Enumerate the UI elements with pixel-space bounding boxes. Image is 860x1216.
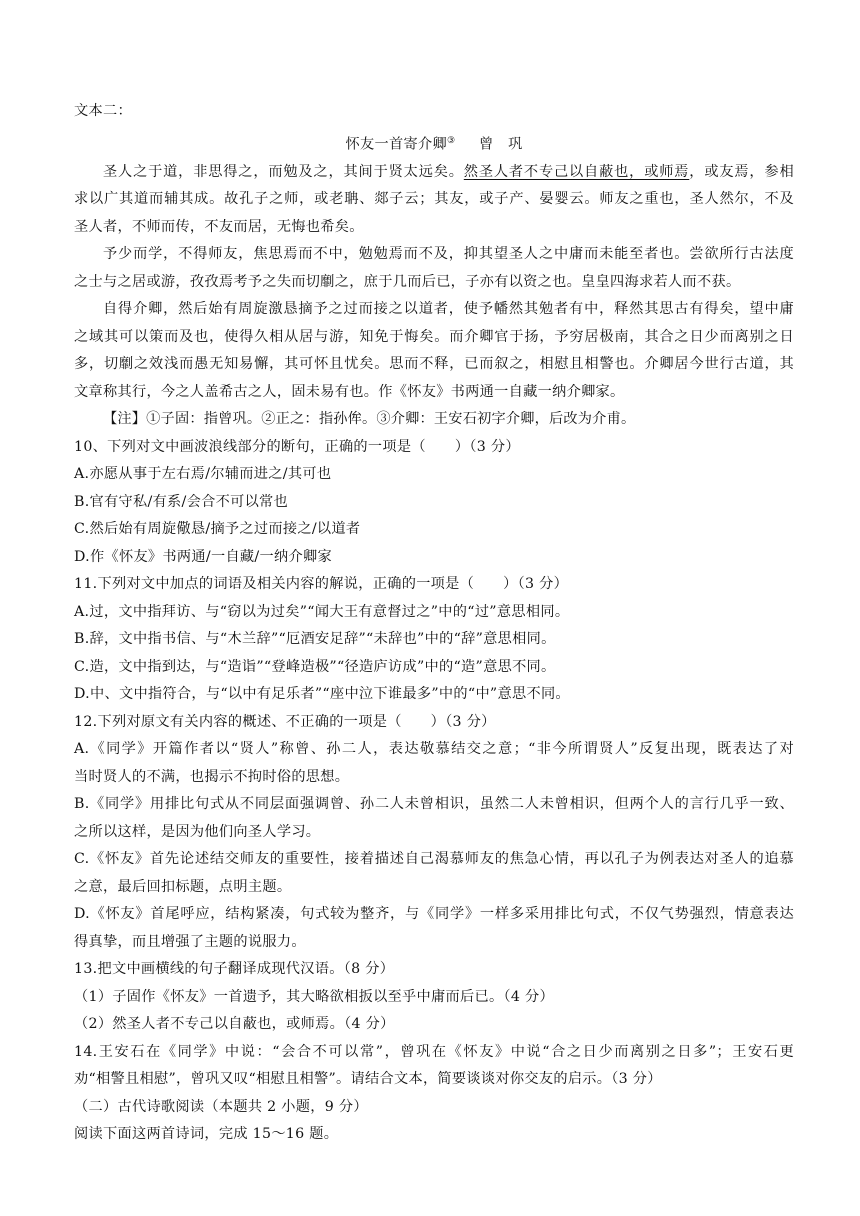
option-12c: C.《怀友》首先论述结交师友的重要性，接着描述自己渴慕师友的焦急心情，再以孔子为例表达对圣人的追慕 (74, 851, 794, 868)
passage-line: 之域其可以策而及也，使得久相从居与游，知免于悔矣。而介卿官于扬，予穷居极南，其合之日少而离别之日 (74, 328, 794, 345)
passage-line: 圣人者，不师而传，不友而居，无悔也希矣。 (74, 218, 364, 235)
question-13-part2: （2）然圣人者不专己以自蔽也，或师焉。（4 分） (74, 1016, 395, 1033)
option-11c: C.造，文中指到达，与“造诣”“登峰造极”“径造庐访成”中的“造”意思不同。 (74, 658, 556, 675)
question-10-stem: 10、下列对文中画波浪线部分的断句，正确的一项是（ ）（3 分） (74, 438, 520, 455)
option-11a: A.过，文中指拜访、与“窃以为过矣”“闻大王有意督过之”中的“过”意思相同。 (74, 603, 570, 620)
section-instruction: 阅读下面这两首诗词，完成 15～16 题。 (74, 1126, 339, 1143)
passage-line: 之士与之居或游，孜孜焉考予之失而切劘之，庶于几而后已，子亦有以资之也。皇皇四海求若人而不获。 (74, 273, 741, 290)
option-10c: C.然后始有周旋儆恳/摘予之过而接之/以道者 (74, 521, 361, 538)
document-page (74, 98, 794, 1149)
passage-title (74, 128, 794, 159)
option-11b: B.辞，文中指书信、与“木兰辞”“厄酒安足辞”“未辞也”中的“辞”意思相同。 (74, 631, 556, 648)
option-10d: D.作《怀友》书两通/一自藏/一纳介卿家 (74, 548, 332, 565)
title-note-mark: ③ (446, 135, 456, 146)
option-12c-cont: 之意，最后回扣标题，点明主题。 (74, 878, 292, 895)
title-main: 怀友一首寄介卿 (345, 136, 447, 153)
passage-line: 文章称其行，今之人盖希古之人，固未易有也。作《怀友》书两通一自藏一纳介卿家。 (74, 383, 625, 400)
question-11-stem: 11.下列对文中加点的词语及相关内容的解说，正确的一项是（ ）（3 分） (74, 576, 569, 593)
passage-line: 圣人之于道，非思得之，而勉及之，其间于贤太远矣。然圣人者不专己以自蔽也，或师焉，或友焉，参相 (103, 163, 794, 180)
option-12b: B.《同学》用排比句式从不同层面强调曾、孙二人未曾相识，虽然二人未曾相识，但两个人的言行几乎一致、 (74, 796, 794, 813)
footnote: 【注】①子固：指曾巩。②正之：指孙侔。③介卿：王安石初字介卿，后改为介甫。 (103, 411, 636, 428)
option-11d: D.中、文中指符合，与“以中有足乐者”“座中泣下谁最多”中的“中”意思不同。 (74, 686, 570, 703)
option-12a: A.《同学》开篇作者以“贤人”称曾、孙二人，表达敬慕结交之意；“非今所谓贤人”反复出现，既表达了对 (74, 741, 794, 758)
option-10a: A.亦愿从事于左右焉/尔辅而进之/其可也 (74, 466, 332, 483)
passage-line: 自得介卿，然后始有周旋激恳摘予之过而接之以道者，使予幡然其勉者有中，释然其思古有得矣，望中庸 (103, 301, 794, 318)
title-author: 曾 巩 (478, 136, 523, 153)
question-14-cont: 劝“相警且相慰”，曾巩又叹“相慰且相警”。请结合文本，简要谈谈对你交友的启示。（3 分） (74, 1071, 662, 1088)
question-12-stem: 12.下列对原文有关内容的概述、不正确的一项是（ ）（3 分） (74, 713, 496, 730)
option-12d: D.《怀友》首尾呼应，结构紧凑，句式较为整齐，与《同学》一样多采用排比句式，不仅气势强烈，情意表达 (74, 906, 794, 923)
passage-line: 予少而学，不得师友，焦思焉而不中，勉勉焉而不及，抑其望圣人之中庸而未能至者也。尝欲所行古法度 (103, 246, 794, 263)
passage-line: 求以广其道而辅其成。故孔子之师，或老聃、郯子云；其友，或子产、晏婴云。师友之重也，圣人然尔，不及 (74, 191, 794, 208)
option-12d-cont: 得真挚，而且增强了主题的说服力。 (74, 933, 306, 950)
question-14-stem: 14.王安石在《同学》中说：“会合不可以常”，曾巩在《怀友》中说“合之日少而离别之日多”；王安石更 (74, 1043, 794, 1060)
option-12a-cont: 当时贤人的不满，也揭示不拘时俗的思想。 (74, 768, 350, 785)
section-heading: （二）古代诗歌阅读（本题共 2 小题，9 分） (74, 1098, 368, 1115)
underlined-sentence: 然圣人者不专己以自蔽也，或师焉 (463, 163, 690, 180)
option-12b-cont: 之所以这样，是因为他们向圣人学习。 (74, 823, 321, 840)
passage-line: 多，切劘之效浅而愚无知易懈，其可怀且忧矣。思而不释，已而叙之，相慰且相警也。介卿居今世行古道，其 (74, 356, 794, 373)
option-10b: B.官有守私/有系/会合不可以常也 (74, 493, 289, 510)
question-13-part1: （1）子固作《怀友》一首遗予，其大略欲相扳以至乎中庸而后已。（4 分） (74, 988, 554, 1005)
question-13-stem: 13.把文中画横线的句子翻译成现代汉语。（8 分） (74, 961, 395, 978)
text-label: 文本二： (74, 103, 132, 119)
